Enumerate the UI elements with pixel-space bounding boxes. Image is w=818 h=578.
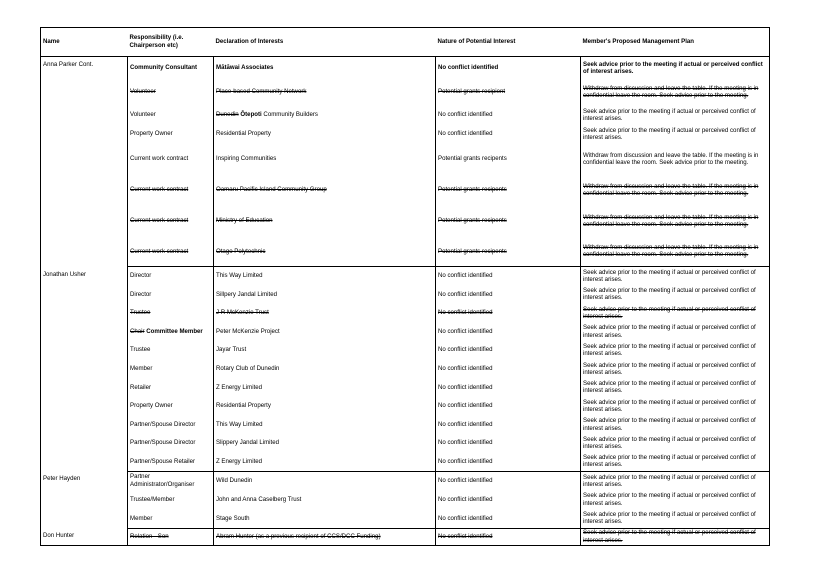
plan-text: Seek advice prior to the meeting if actual or perceived conflict of interest arises. [583,287,756,302]
declaration-cell [214,509,436,528]
declaration-cell [214,322,436,341]
plan-text: Seek advice prior to the meeting if actual or perceived conflict of interest arises. [583,473,756,488]
table-row [41,471,770,490]
table-row [41,285,770,304]
declaration-cell [214,490,436,509]
plan-text: Withdraw from discussion and leave the table. If the meeting is in confidential leave the room. Seek advice prior to the meeting. [583,151,759,166]
responsibility-text: Director [130,290,152,298]
declaration-cell [214,341,436,360]
responsibility-cell [128,415,214,434]
nature-text: No conflict identified [438,309,493,317]
responsibility-cell [128,378,214,397]
nature-cell [436,509,581,528]
declaration-text: This Way Limited [216,272,263,280]
plan-cell [581,341,770,360]
nature-text: No conflict identified [438,272,493,280]
nature-text: No conflict identified [438,130,493,138]
member-name: Don Hunter [41,528,128,545]
declaration-cell [214,175,436,206]
table-row [41,57,770,79]
declaration-text: Wild Dunedin [216,477,253,485]
declaration-cell [214,434,436,453]
plan-cell [581,490,770,509]
responsibility-text: Partner/Spouse Retailer [130,457,196,465]
declaration-text: John and Anna Caselberg Trust [216,495,302,503]
plan-text: Withdraw from discussion and leave the table. If the meeting is in confidential leave the room. Seek advice prior to the meeting. [583,182,759,197]
declaration-text: Otago Polytechnic [216,247,266,255]
plan-text: Seek advice prior to the meeting if actual or perceived conflict of interest arises. [583,454,756,469]
nature-text: Potential grants recipents [438,217,507,225]
declaration-text: Jayar Trust [216,346,247,354]
nature-text: No conflict identified [438,514,493,522]
plan-cell [581,175,770,206]
declaration-cell [214,528,436,545]
responsibility-text: Trustee [130,346,151,354]
declaration-cell [214,79,436,106]
responsibility-text: Partner/Spouse Director [130,439,196,447]
responsibility-text: Current work contract [130,186,189,194]
responsibility-text: Volunteer [130,88,156,96]
nature-text: No conflict identified [438,111,493,119]
nature-cell [436,125,581,144]
declaration-text: J R McKenzie Trust [216,309,269,317]
responsibility-text: Trustee/Member [130,495,175,503]
nature-text: No conflict identified [438,477,493,485]
responsibility-text: Partner/Spouse Director [130,420,196,428]
plan-cell [581,285,770,304]
nature-text: No conflict identified [438,327,493,335]
declaration-text: Mātāwai Associates [216,64,274,71]
nature-cell [436,359,581,378]
nature-cell [436,144,581,175]
plan-text: Withdraw from discussion and leave the table. If the meeting is in confidential leave the room. Seek advice prior to the meeting. [583,84,759,99]
declarations-sheet [40,27,769,546]
responsibility-cell [128,285,214,304]
plan-cell [581,452,770,471]
plan-text: Seek advice prior to the meeting if actual or perceived conflict of interest arises. [583,107,756,122]
declaration-cell [214,106,436,125]
nature-text: No conflict identified [438,402,493,410]
plan-text: Withdraw from discussion and leave the table. If the meeting is in confidential leave the room. Seek advice prior to the meeting. [583,244,759,259]
table-row [41,304,770,323]
table-row [41,528,770,545]
responsibility-cell [128,434,214,453]
nature-cell [436,175,581,206]
nature-text: Potential grants recipient [438,88,506,96]
table-row [41,378,770,397]
responsibility-cell [128,79,214,106]
declaration-text: Z Energy Limited [216,457,263,465]
declaration-cell [214,237,436,267]
plan-text: Seek advice prior to the meeting if actual or perceived conflict of interest arises. [583,126,756,141]
declaration-text: Inspiring Communities [216,155,277,163]
plan-cell [581,304,770,323]
plan-text: Withdraw from discussion and leave the table. If the meeting is in confidential leave the room. Seek advice prior to the meeting. [583,213,759,228]
nature-text: No conflict identified [438,532,493,540]
plan-cell [581,267,770,286]
responsibility-cell [128,452,214,471]
declaration-cell [214,125,436,144]
nature-cell [436,378,581,397]
responsibility-cell [128,57,214,79]
declaration-text: Stage South [216,514,250,522]
plan-text: Seek advice prior to the meeting if actual or perceived conflict of interest arises. [583,492,756,507]
declaration-cell [214,285,436,304]
header-declaration: Declaration of Interests [214,28,436,57]
plan-cell [581,528,770,545]
table-row [41,397,770,416]
responsibility-text: Member [130,365,153,373]
plan-text: Seek advice prior to the meeting if actual or perceived conflict of interest arises. [583,342,756,358]
responsibility-cell [128,304,214,323]
plan-text: Seek advice prior to the meeting if actual or perceived conflict of interest arises. [583,417,756,432]
responsibility-cell [128,175,214,206]
declaration-rest: Community Builders [261,111,318,119]
plan-text: Seek advice prior to the meeting if actual or perceived conflict of interest arises. [583,305,756,320]
declaration-text: This Way Limited [216,420,263,428]
nature-text: Potential grants recipents [438,155,507,163]
declaration-cell [214,471,436,490]
nature-cell [436,434,581,453]
table-row [41,509,770,528]
nature-cell [436,237,581,267]
table-row [41,322,770,341]
declaration-cell [214,397,436,416]
plan-cell [581,434,770,453]
responsibility-cell [128,471,214,490]
nature-text: No conflict identified [438,439,493,447]
nature-text: No conflict identified [438,457,493,465]
table-row [41,237,770,267]
declaration-text: Ministry of Education [216,217,273,225]
declaration-text: Rotary Club of Dunedin [216,365,280,373]
declaration-cell [214,359,436,378]
declaration-text: Place-based Community Network [216,88,307,96]
declaration-text: Residential Property [216,402,271,410]
table-row [41,206,770,237]
nature-text: Potential grants recipents [438,247,507,255]
responsibility-cell [128,322,214,341]
table-row [41,415,770,434]
table-row [41,359,770,378]
nature-text: No conflict identified [438,346,493,354]
plan-text: Seek advice prior to the meeting if actual or perceived conflict of interest arises. [583,324,756,339]
plan-cell [581,206,770,237]
responsibility-struck: Chair [130,327,145,335]
nature-cell [436,206,581,237]
nature-cell [436,415,581,434]
plan-cell [581,57,770,79]
responsibility-cell [128,490,214,509]
responsibility-text: Current work contract [130,247,189,255]
nature-text: No conflict identified [438,495,493,503]
responsibility-text: Property Owner [130,402,173,410]
declaration-cell [214,415,436,434]
declaration-cell [214,57,436,79]
declaration-text: Abram Hunter (as a previous recipient of CCS/DCC Funding) [216,532,381,540]
declaration-cell [214,144,436,175]
nature-cell [436,490,581,509]
declaration-cell [214,452,436,471]
nature-cell [436,106,581,125]
declaration-text: Z Energy Limited [216,383,263,391]
plan-text: Seek advice prior to the meeting if actual or perceived conflict of interest arises. [583,60,763,75]
nature-text: Potential grants recipents [438,186,507,194]
declaration-cell [214,206,436,237]
declaration-cell [214,378,436,397]
table-row [41,106,770,125]
header-nature: Nature of Potential Interest [436,28,581,57]
plan-cell [581,125,770,144]
declaration-cell [214,267,436,286]
nature-cell [436,528,581,545]
responsibility-cell [128,359,214,378]
plan-text: Seek advice prior to the meeting if actual or perceived conflict of interest arises. [583,511,756,526]
plan-text: Seek advice prior to the meeting if actual or perceived conflict of interest arises. [583,529,756,544]
responsibility-text: Current work contract [130,155,189,163]
header-name: Name [41,28,128,57]
declaration-text: Sillpery Jandal Limited [216,290,277,298]
header-responsibility: Responsibility (i.e. Chairperson etc) [128,28,214,57]
plan-cell [581,378,770,397]
nature-cell [436,267,581,286]
plan-cell [581,144,770,175]
plan-cell [581,471,770,490]
header-plan: Member's Proposed Management Plan [581,28,770,57]
nature-cell [436,452,581,471]
plan-cell [581,509,770,528]
responsibility-text: Volunteer [130,111,156,119]
nature-cell [436,471,581,490]
responsibility-added: Committee Member [144,327,203,335]
responsibility-cell [128,237,214,267]
responsibility-text: Director [130,272,152,280]
nature-text: No conflict identified [438,420,493,428]
table-row [41,125,770,144]
plan-cell [581,397,770,416]
nature-text: No conflict identified [438,290,493,298]
declaration-added: Ōtepoti [240,111,262,119]
responsibility-text: Retailer [130,383,151,391]
nature-cell [436,285,581,304]
declaration-text: Residential Property [216,130,271,138]
responsibility-text: Member [130,514,153,522]
plan-text: Seek advice prior to the meeting if actual or perceived conflict of interest arises. [583,380,756,395]
table-row [41,452,770,471]
member-name: Anna Parker Cont. [43,61,94,68]
declaration-text: Oamaru Pacific Island Community Group [216,186,327,194]
member-name: Jonathan Usher [43,270,87,278]
plan-cell [581,322,770,341]
nature-cell [436,322,581,341]
declaration-text: Peter McKenzie Project [216,327,280,335]
table-header-row [41,28,770,57]
nature-cell [436,57,581,79]
responsibility-cell [128,125,214,144]
nature-cell [436,79,581,106]
table-row [41,267,770,286]
table-row [41,341,770,360]
responsibility-cell [128,341,214,360]
plan-text: Seek advice prior to the meeting if actual or perceived conflict of interest arises. [583,435,756,451]
responsibility-text: Relation - Son [130,532,169,540]
member-name: Peter Hayden [43,475,81,483]
plan-text: Seek advice prior to the meeting if actual or perceived conflict of interest arises. [583,398,756,413]
responsibility-cell [128,206,214,237]
declaration-struck: Dunedin [216,111,239,119]
table-row [41,79,770,106]
plan-cell [581,415,770,434]
nature-text: No conflict identified [438,383,493,391]
nature-cell [436,304,581,323]
nature-text: No conflict identified [438,64,499,71]
responsibility-cell [128,267,214,286]
plan-cell [581,237,770,267]
responsibility-cell [128,397,214,416]
responsibility-cell [128,144,214,175]
plan-cell [581,79,770,106]
plan-cell [581,359,770,378]
plan-text: Seek advice prior to the meeting if actual or perceived conflict of interest arises. [583,268,756,284]
responsibility-text: Property Owner [130,130,173,138]
responsibility-cell [128,106,214,125]
nature-text: No conflict identified [438,365,493,373]
declaration-cell [214,304,436,323]
table-row [41,490,770,509]
nature-cell [436,341,581,360]
responsibility-cell [128,528,214,545]
table-row [41,175,770,206]
interests-register-table [40,27,770,546]
responsibility-text: Community Consultant [130,64,198,71]
responsibility-text: Trustee [130,309,151,317]
responsibility-text: Current work contract [130,217,189,225]
table-row [41,434,770,453]
plan-text: Seek advice prior to the meeting if actual or perceived conflict of interest arises. [583,361,756,376]
plan-cell [581,106,770,125]
nature-cell [436,397,581,416]
table-row [41,144,770,175]
responsibility-text: Partner Administrator/Organiser [130,473,195,488]
declaration-text: Slippery Jandal Limited [216,439,280,447]
responsibility-cell [128,509,214,528]
